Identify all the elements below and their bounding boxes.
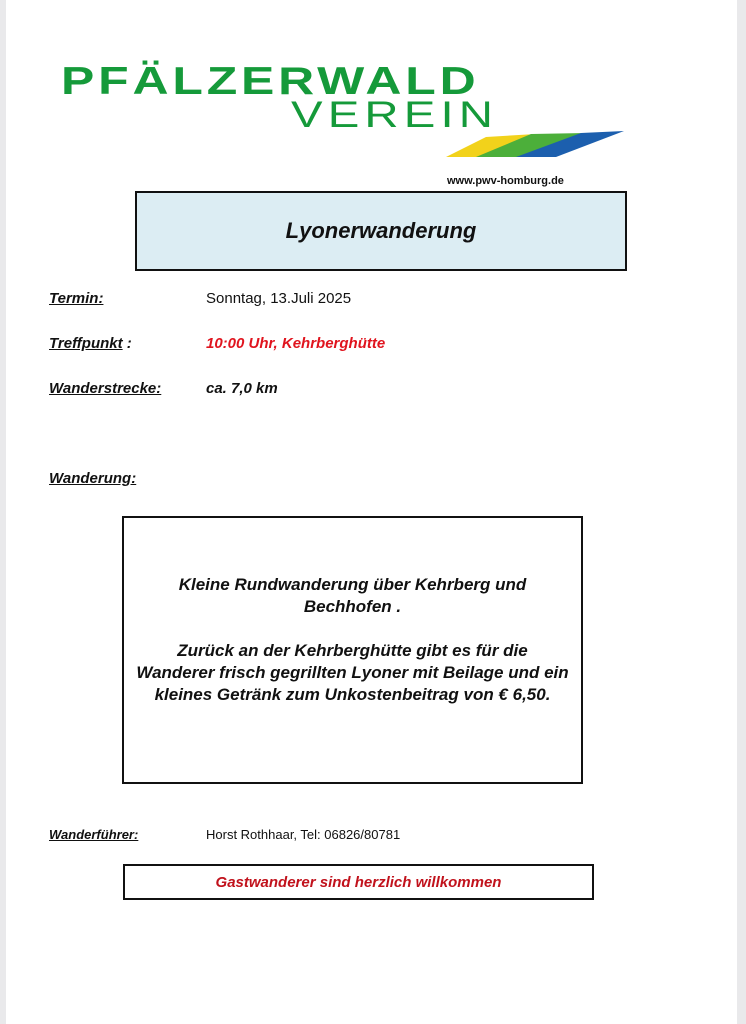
description-paragraph-1: Kleine Rundwanderung über Kehrberg und Bechhofen .: [178, 575, 527, 616]
logo-swoosh-icon: [446, 131, 626, 159]
fuehrer-label: Wanderführer:: [49, 827, 139, 842]
description-text: [124, 574, 581, 728]
logo-text-verein: VEREIN: [291, 94, 499, 135]
logo-text-pfaelzerwald: PFÄLZERWALD: [61, 60, 480, 103]
flyer-page: [6, 0, 737, 1024]
treffpunkt-value: 10:00 Uhr, Kehrberghütte: [206, 335, 386, 352]
termin-value: Sonntag, 13.Juli 2025: [206, 290, 352, 307]
strecke-value: ca. 7,0 km: [206, 380, 278, 397]
welcome-text: Gastwanderer sind herzlich willkommen: [215, 873, 502, 891]
page-title: Lyonerwanderung: [285, 218, 477, 243]
strecke-label: Wanderstrecke:: [49, 380, 162, 397]
welcome-box: [123, 864, 594, 900]
treffpunkt-colon: :: [122, 335, 132, 352]
treffpunkt-label-group: [49, 335, 132, 352]
fuehrer-value: Horst Rothhaar, Tel: 06826/80781: [206, 827, 401, 842]
description-paragraph-2: Zurück an der Kehrberghütte gibt es für die Wanderer frisch gegrillten Lyoner mit Beilage und ein kleines Getränk zum Unkostenbeitrag von € 6,50.: [136, 641, 569, 704]
website-url: www.pwv-homburg.de: [447, 175, 564, 187]
termin-label: Termin:: [49, 290, 104, 307]
treffpunkt-label: Treffpunkt: [49, 335, 123, 352]
title-box: [135, 191, 627, 271]
wanderung-label: Wanderung:: [49, 470, 137, 487]
description-box: [122, 516, 583, 784]
